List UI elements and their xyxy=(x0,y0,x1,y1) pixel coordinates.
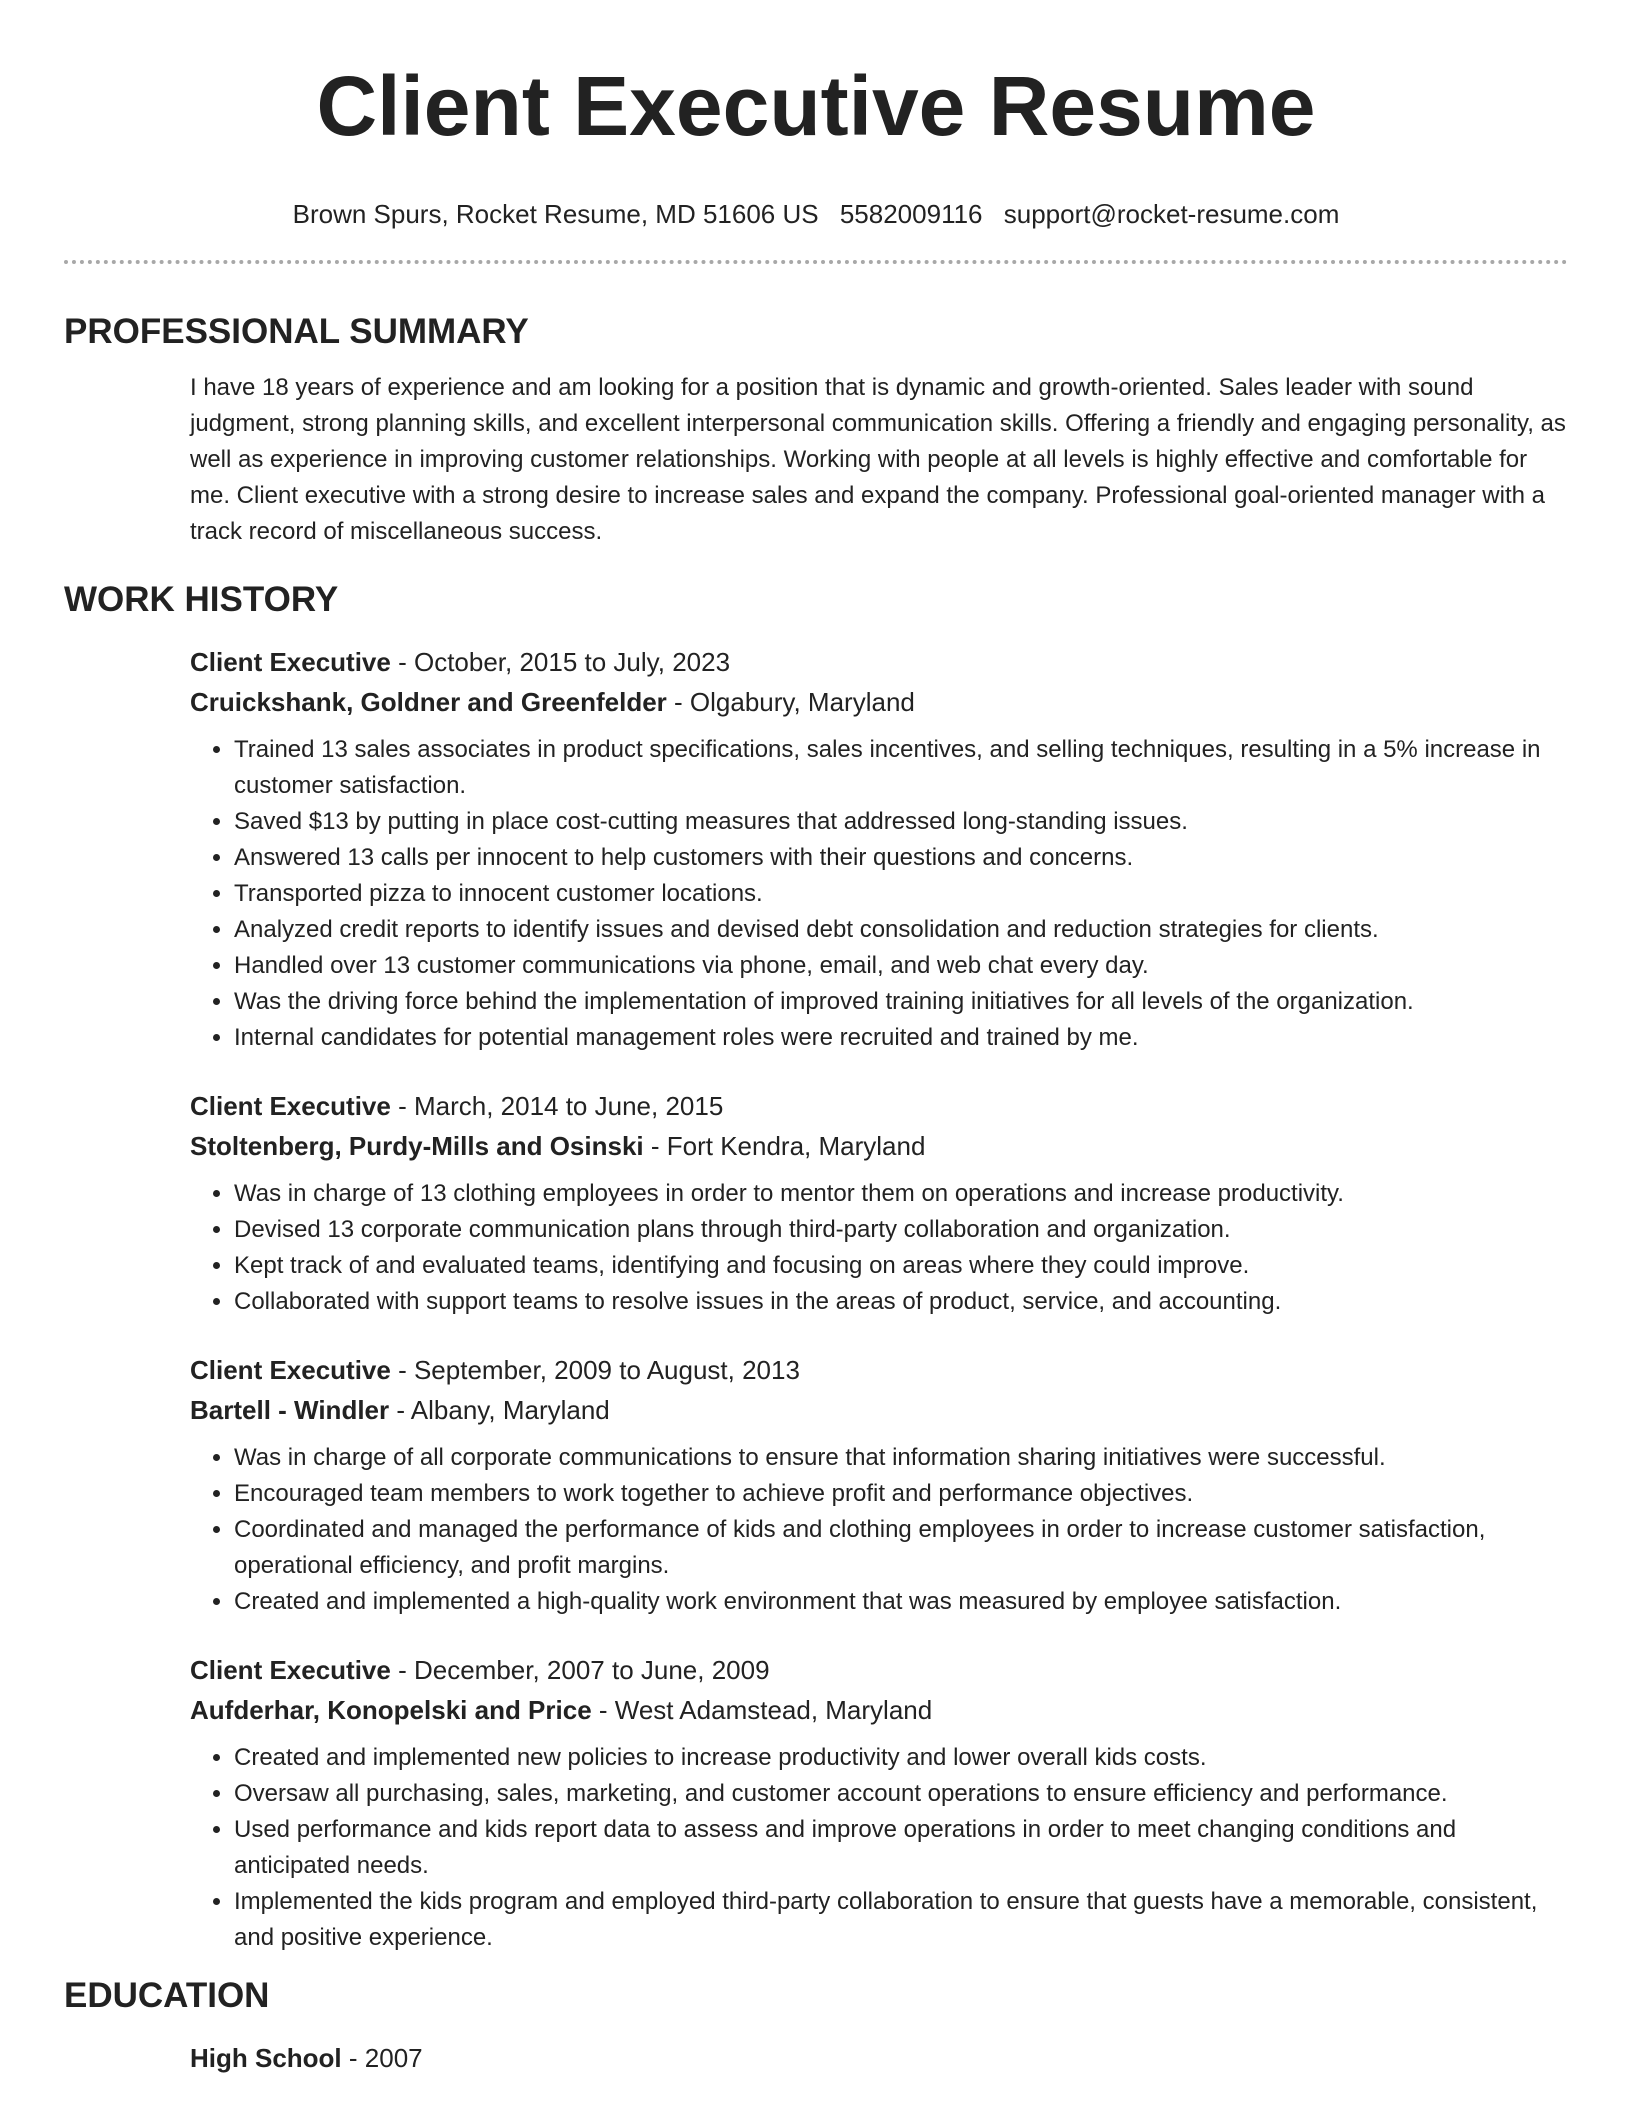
job-bullet: • Transported pizza to innocent customer locations. xyxy=(234,876,1568,912)
job-bullet: • Was in charge of 13 clothing employees in order to mentor them on operations and increase productivity. xyxy=(234,1176,1568,1212)
job-dates: - September, 2009 to August, 2013 xyxy=(390,1355,800,1385)
job-company-line xyxy=(190,1390,1568,1430)
job-bullets xyxy=(190,1176,1568,1320)
job-entry xyxy=(190,1086,1568,1320)
job-title: Client Executive xyxy=(190,1355,391,1385)
job-bullet: • Coordinated and managed the performance of kids and clothing employees in order to increase customer satisfaction, operational efficiency, and profit margins. xyxy=(234,1512,1568,1584)
job-bullet: • Trained 13 sales associates in product specifications, sales incentives, and selling techniques, resulting in a 5% increase in customer satisfaction. xyxy=(234,732,1568,804)
education-heading: EDUCATION xyxy=(64,1976,270,2015)
job-title: Client Executive xyxy=(190,1655,391,1685)
job-bullet: • Created and implemented new policies to increase productivity and lower overall kids costs. xyxy=(234,1740,1568,1776)
contact-line xyxy=(64,198,1568,230)
job-bullet: • Implemented the kids program and employed third-party collaboration to ensure that guests have a memorable, consistent, and positive experience. xyxy=(234,1884,1568,1956)
job-bullet: • Used performance and kids report data to assess and improve operations in order to meet changing conditions and anticipated needs. xyxy=(234,1812,1568,1884)
job-location: - Albany, Maryland xyxy=(389,1395,610,1425)
summary-heading: PROFESSIONAL SUMMARY xyxy=(64,312,529,351)
job-bullet: • Was in charge of all corporate communications to ensure that information sharing initiatives were successful. xyxy=(234,1440,1568,1476)
job-bullet: • Internal candidates for potential management roles were recruited and trained by me. xyxy=(234,1020,1568,1056)
job-location: - West Adamstead, Maryland xyxy=(591,1695,933,1725)
job-bullet: • Encouraged team members to work together to achieve profit and performance objectives. xyxy=(234,1476,1568,1512)
job-entry xyxy=(190,642,1568,1056)
job-bullet: • Created and implemented a high-quality work environment that was measured by employee satisfaction. xyxy=(234,1584,1568,1620)
job-location: - Fort Kendra, Maryland xyxy=(643,1131,926,1161)
job-entry xyxy=(190,1350,1568,1620)
job-bullet: • Collaborated with support teams to resolve issues in the areas of product, service, and accounting. xyxy=(234,1284,1568,1320)
job-company: Aufderhar, Konopelski and Price xyxy=(190,1695,592,1725)
contact-email: support@rocket-resume.com xyxy=(1003,199,1340,229)
contact-address: Brown Spurs, Rocket Resume, MD 51606 US xyxy=(292,199,819,229)
job-bullets xyxy=(190,732,1568,1056)
contact-phone: 5582009116 xyxy=(839,199,983,229)
header-divider xyxy=(64,260,1568,264)
job-bullet: • Was the driving force behind the implementation of improved training initiatives for all levels of the organization. xyxy=(234,984,1568,1020)
job-company: Cruickshank, Goldner and Greenfelder xyxy=(190,687,667,717)
job-dates: - December, 2007 to June, 2009 xyxy=(390,1655,770,1685)
work-history-heading: WORK HISTORY xyxy=(64,580,339,619)
job-title-line xyxy=(190,1350,1568,1390)
summary-text: I have 18 years of experience and am looking for a position that is dynamic and growth-oriented. Sales leader with sound judgment, strong planning skills, and excellent interpersonal communication skills. Offering a friendly and engaging personality, as well as experience in improving customer relationships. Working with people at all levels is highly effective and comfortable for me. Client executive with a strong desire to increase sales and expand the company. Professional goal-oriented manager with a track record of miscellaneous success. xyxy=(190,374,1566,545)
job-title: Client Executive xyxy=(190,647,391,677)
job-dates: - October, 2015 to July, 2023 xyxy=(390,647,731,677)
job-location: - Olgabury, Maryland xyxy=(666,687,915,717)
job-company: Stoltenberg, Purdy-Mills and Osinski xyxy=(190,1131,644,1161)
job-bullet: • Oversaw all purchasing, sales, marketing, and customer account operations to ensure efficiency and performance. xyxy=(234,1776,1568,1812)
job-bullet: • Answered 13 calls per innocent to help customers with their questions and concerns. xyxy=(234,840,1568,876)
job-title-line xyxy=(190,1650,1568,1690)
education-year: - 2007 xyxy=(341,2043,423,2073)
resume-title: Client Executive Resume xyxy=(316,59,1316,153)
job-company-line xyxy=(190,1690,1568,1730)
job-bullet: • Kept track of and evaluated teams, identifying and focusing on areas where they could improve. xyxy=(234,1248,1568,1284)
education-degree: High School xyxy=(190,2043,342,2073)
job-bullets xyxy=(190,1440,1568,1620)
job-company-line xyxy=(190,1126,1568,1166)
job-entry xyxy=(190,1650,1568,1956)
job-bullets xyxy=(190,1740,1568,1956)
job-company-line xyxy=(190,682,1568,722)
job-title: Client Executive xyxy=(190,1091,391,1121)
job-company: Bartell - Windler xyxy=(190,1395,390,1425)
job-title-line xyxy=(190,642,1568,682)
job-bullet: • Saved $13 by putting in place cost-cutting measures that addressed long-standing issues. xyxy=(234,804,1568,840)
education-entry xyxy=(190,2038,1568,2078)
job-bullet: • Analyzed credit reports to identify issues and devised debt consolidation and reduction strategies for clients. xyxy=(234,912,1568,948)
job-bullet: • Handled over 13 customer communications via phone, email, and web chat every day. xyxy=(234,948,1568,984)
job-dates: - March, 2014 to June, 2015 xyxy=(390,1091,724,1121)
job-bullet: • Devised 13 corporate communication plans through third-party collaboration and organization. xyxy=(234,1212,1568,1248)
job-title-line xyxy=(190,1086,1568,1126)
